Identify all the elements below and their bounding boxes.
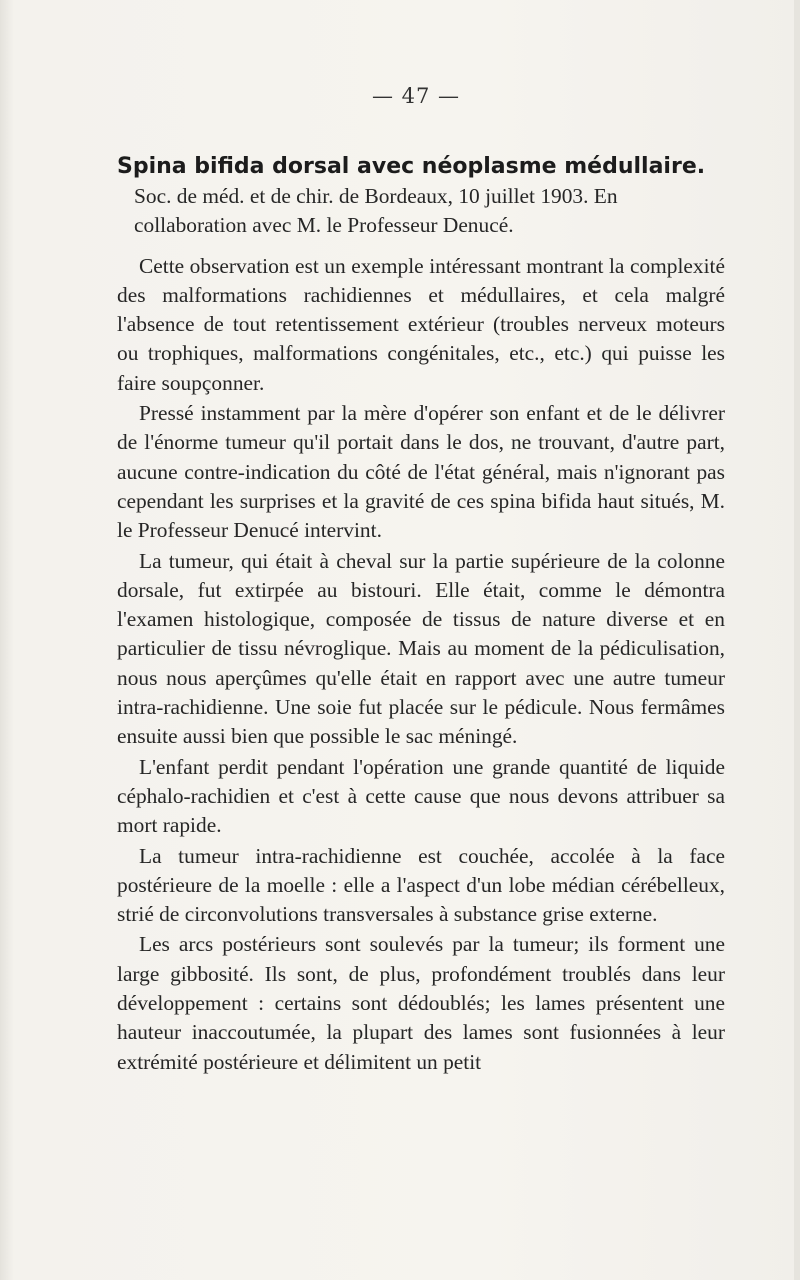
paragraph-1: Cette observation est un exemple intéressant montrant la complexité des malformations rachidiennes et médullaires, et cela malgré l'absence de tout retentissement extérieur (troubles nerveux moteurs ou trophiques, malformations congénitales, etc., etc.) qui puisse les faire soupçonner. bbox=[117, 253, 725, 395]
spacer bbox=[117, 241, 725, 252]
paragraph-2: Pressé instamment par la mère d'opérer son enfant et de le délivrer de l'énorme tumeur qu'il portait dans le dos, ne trouvant, d'autre part, aucune contre-indication du côté de l'état général, mais n'ignorant pas cependant les surprises et la gravité de ces spina bifida haut situés, M. le Professeur Denucé intervint. bbox=[117, 401, 725, 543]
article-body bbox=[117, 152, 725, 1077]
page-number: — 47 — bbox=[371, 84, 461, 108]
paragraph-3: La tumeur, qui était à cheval sur la partie supérieure de la colonne dorsale, fut extirpée au bistouri. Elle était, comme le démontra l'examen histologique, composée de tissus de nature diverse et en particulier de tissu névroglique. Mais au moment de la pédiculisation, nous nous aperçûmes qu'elle était en rapport avec une autre tumeur intra-rachidienne. Une soie fut placée sur le pédicule. Nous fermâmes ensuite aussi bien que possible le sac méningé. bbox=[117, 548, 725, 749]
page-edge bbox=[794, 0, 800, 1280]
paragraph-4: L'enfant perdit pendant l'opération une grande quantité de liquide céphalo-rachidien et c'est à cette cause que nous devons attribuer sa mort rapide. bbox=[117, 754, 725, 838]
article-title: Spina bifida dorsal avec néoplasme médullaire. bbox=[117, 154, 706, 179]
paragraph-5: La tumeur intra-rachidienne est couchée, accolée à la face postérieure de la moelle : elle a l'aspect d'un lobe médian cérébelleux, strié de circonvolutions transversales à substance grise externe. bbox=[117, 843, 725, 927]
article-reference: Soc. de méd. et de chir. de Bordeaux, 10 juillet 1903. En collaboration avec M. le Professeur Denucé. bbox=[134, 184, 618, 238]
paragraph-6: Les arcs postérieurs sont soulevés par la tumeur; ils forment une large gibbosité. Ils sont, de plus, profondément troublés dans leur développement : certains sont dédoublés; les lames présentent une hauteur inaccoutumée, la plupart des lames sont fusionnées à leur extrémité postérieure et délimitent un petit bbox=[117, 932, 725, 1074]
